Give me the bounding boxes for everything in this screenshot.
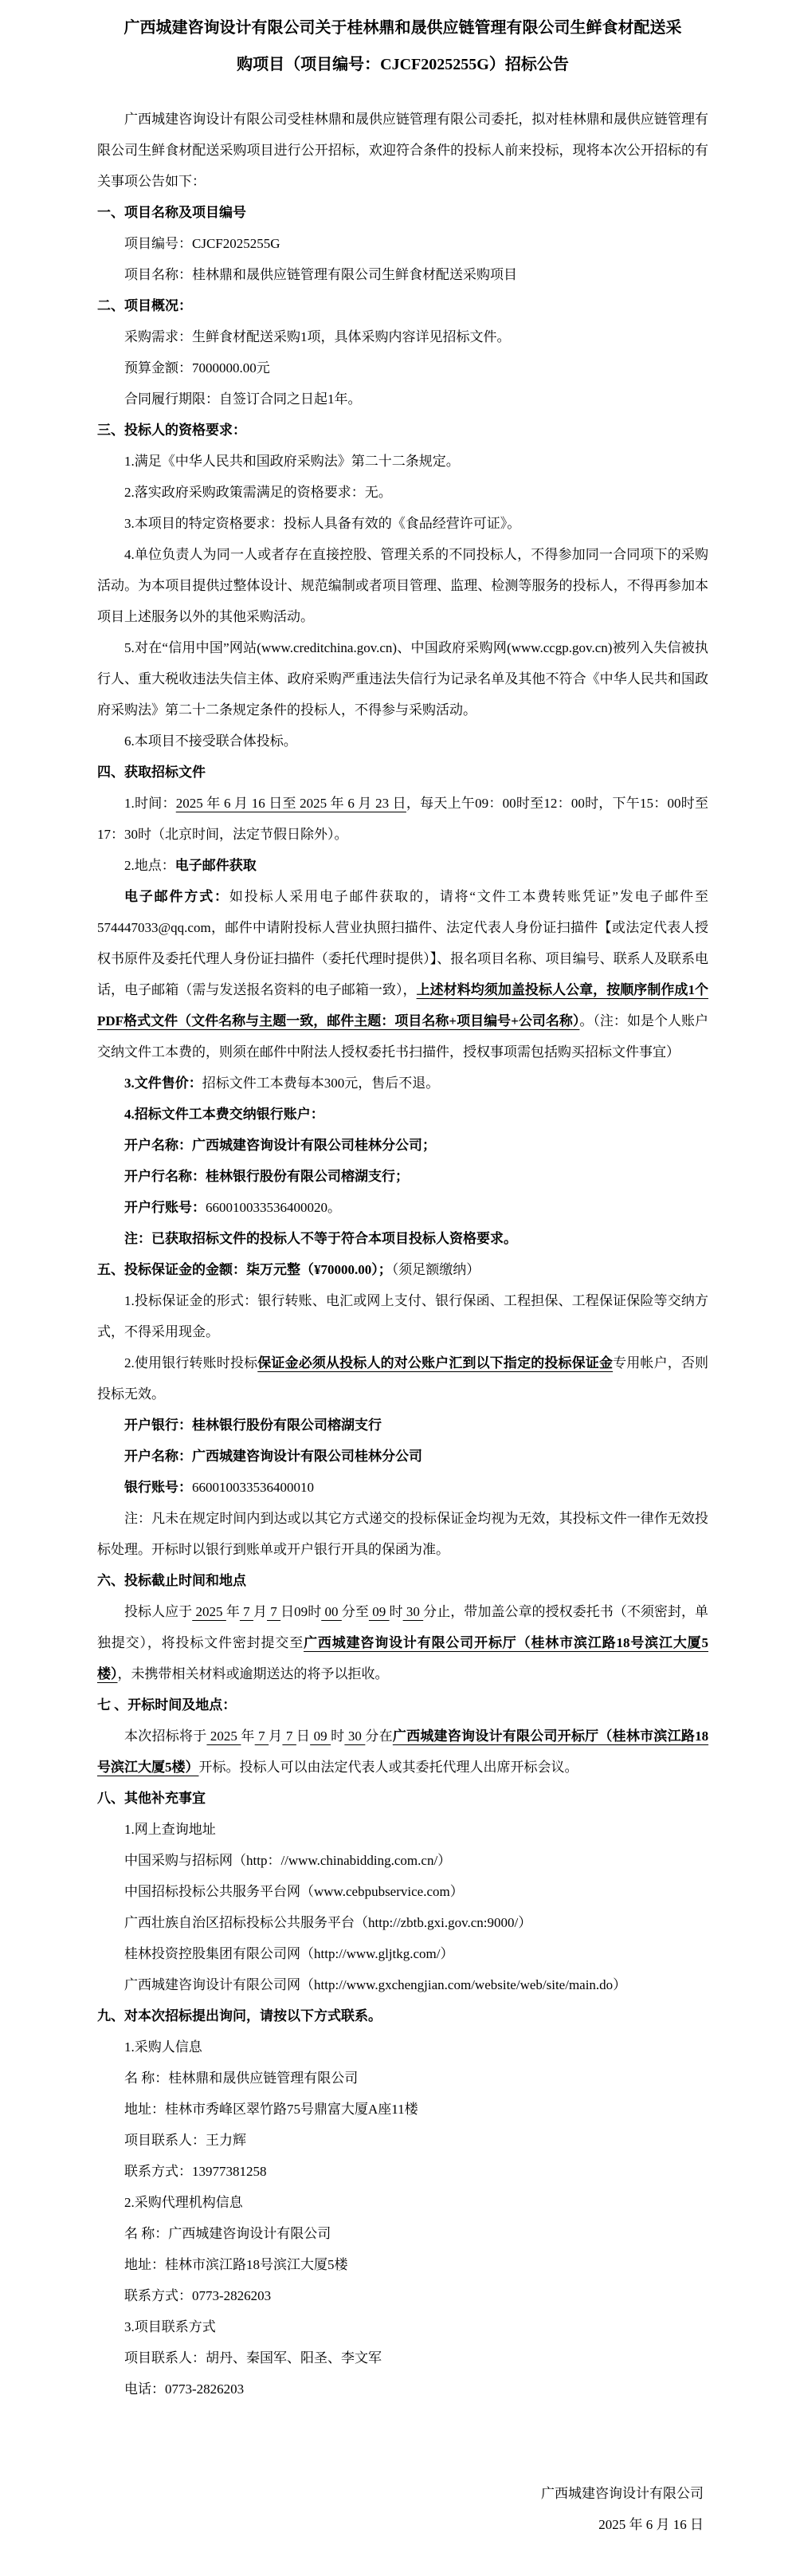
paragraph (97, 1969, 708, 2000)
text-run: 6.本项目不接受联合体投标。 (124, 733, 297, 749)
paragraph (97, 788, 708, 850)
text-run: 名 称：广西城建咨询设计有限公司 (124, 2226, 331, 2241)
text-run: 本次招标将于 (124, 1728, 207, 1744)
paragraph (97, 104, 708, 197)
text-run: 如投标人采用电子邮件获取的，请将“文件工本费转账凭证”发电子邮件至574447033@qq.com，邮件中请附投标人营业执照扫描件、法定代表人身份证扫描件【或法定代表人授权书原件及委托代理人身份证扫描件（委托代理时提供）】、报名项目名称、项目编号、联系人及联系电话，电子邮箱（需与发送报名资料的电子邮箱一致）， (97, 889, 708, 997)
text-run: 开户行账号： (124, 1200, 206, 1215)
text-run: 00 (321, 1604, 342, 1619)
text-run: 二、项目概况： (97, 298, 192, 313)
paragraph (97, 850, 708, 881)
text-run: 保证金必须从投标人的对公账户汇到以下指定的投标保证金 (257, 1355, 614, 1371)
text-run: 日 (296, 1728, 311, 1744)
text-run: 注：已获取招标文件的投标人不等于符合本项目投标人资格要求。 (124, 1231, 517, 1246)
paragraph (97, 228, 708, 259)
paragraph (97, 1876, 708, 1907)
text-run: 2025 (206, 1728, 241, 1744)
text-run: 电话：0773-2826203 (124, 2381, 245, 2397)
text-run: 开户行名称：桂林银行股份有限公司榕湖支行； (124, 1169, 409, 1184)
text-run: 项目联系人：王力辉 (124, 2133, 246, 2148)
text-run: 项目编号：CJCF2025255G (124, 236, 280, 251)
text-run: 开标。投标人可以由法定代表人或其委托代理人出席开标会议。 (198, 1760, 578, 1775)
text-run: 购项目（项目编号：CJCF2025255G）招标公告 (237, 56, 569, 73)
text-run: 名 称：桂林鼎和晟供应链管理有限公司 (124, 2071, 359, 2086)
text-run: 开户银行：桂林银行股份有限公司榕湖支行 (124, 1418, 382, 1433)
text-run: 2.采购代理机构信息 (124, 2195, 243, 2210)
paragraph (97, 2373, 708, 2405)
text-run: 30 (402, 1604, 424, 1619)
paragraph (97, 259, 708, 290)
text-run: 六、投标截止时间和地点 (97, 1573, 246, 1588)
paragraph (97, 2218, 708, 2249)
section-heading (97, 415, 708, 446)
text-run: 分在 (365, 1728, 393, 1744)
paragraph (97, 2187, 708, 2218)
section-heading (97, 2000, 708, 2031)
text-run: ，每天上午09：00时至12：00时，下午15：00时至17：30时（北京时间，法定节假日除外）。 (97, 796, 709, 842)
paragraph (97, 1441, 708, 1472)
text-run: 合同履行期限：自签订合同之日起1年。 (124, 391, 362, 407)
text-run: 660010033536400010 (192, 1480, 314, 1495)
text-run: 09 (368, 1604, 390, 1619)
text-run: 660010033536400020。 (206, 1200, 341, 1215)
text-run: 桂林投资控股集团有限公司网（http://www.gljtkg.com/） (124, 1946, 454, 1961)
text-run: 4.招标文件工本费交纳银行账户： (124, 1107, 324, 1122)
text-run: 联系方式：13977381258 (124, 2164, 267, 2179)
paragraph (97, 1596, 708, 1689)
text-run: 开户名称：广西城建咨询设计有限公司桂林分公司 (124, 1449, 422, 1464)
paragraph (97, 1347, 708, 1410)
paragraph (97, 383, 708, 415)
text-run: 7 (254, 1728, 269, 1744)
text-run: 2025 年 6 月 16 日至 2025 年 6 月 23 日 (175, 796, 406, 811)
text-run: 时 (331, 1728, 345, 1744)
section-heading (97, 197, 708, 228)
paragraph (97, 1907, 708, 1938)
text-run: 广西城建咨询设计有限公司受桂林鼎和晟供应链管理有限公司委托，拟对桂林鼎和晟供应链管理有限公司生鲜食材配送采购项目进行公开招标，欢迎符合条件的投标人前来投标，现将本次公开招标的有关事项公告如下： (97, 112, 708, 189)
paragraph (97, 2031, 708, 2063)
paragraph (97, 321, 708, 352)
section-heading (97, 757, 708, 788)
text-run: 中国招标投标公共服务平台网（www.cebpubservice.com） (124, 1884, 464, 1899)
text-run: 30 (344, 1728, 366, 1744)
paragraph (97, 508, 708, 539)
paragraph (97, 1410, 708, 1441)
paragraph (97, 726, 708, 757)
text-run: 一、项目名称及项目编号 (97, 205, 246, 220)
text-run: 。（注：如是个人账户交纳文件工本费的，则须在邮件中附法人授权委托书扫描件，授权事项需包括购买招标文件事宜） (97, 1013, 709, 1060)
text-run: 5.对在“信用中国”网站(www.creditchina.gov.cn)、中国政府采购网(www.ccgp.gov.cn)被列入失信被执行人、重大税收违法失信主体、政府采购严重违法失信行为记录名单及其他不符合《中华人民共和国政府采购法》第二十二条规定条件的投标人，不得参与采购活动。 (97, 640, 708, 718)
text-run: 年 (225, 1604, 240, 1619)
text-run: 3.文件售价： (124, 1076, 202, 1091)
paragraph (97, 1192, 708, 1223)
text-run: 项目名称：桂林鼎和晟供应链管理有限公司生鲜食材配送采购项目 (124, 267, 517, 282)
paragraph (97, 1814, 708, 1845)
text-run: 电子邮件获取 (174, 858, 257, 873)
section-heading (97, 290, 708, 321)
paragraph (97, 1130, 708, 1161)
text-run: 三、投标人的资格要求： (97, 423, 246, 438)
text-run: 广西城建咨询设计有限公司开标厅（桂林市滨江路18号滨江大厦5楼） (97, 1635, 709, 1681)
text-run: 银行账号： (124, 1480, 192, 1495)
text-run: （须足额缴纳） (391, 1262, 480, 1277)
text-run: 日09时 (280, 1604, 322, 1619)
document-body (97, 10, 708, 2540)
text-run: 分止，带加盖公章的授权委托书（不须密封，单独提交），将投标文件密封提交至 (97, 1604, 709, 1650)
text-run: 采购需求：生鲜食材配送采购1项，具体采购内容详见招标文件。 (124, 329, 511, 344)
paragraph (97, 1472, 708, 1503)
text-run: 联系方式：0773-2826203 (124, 2288, 272, 2303)
text-run: 2.地点： (124, 858, 175, 873)
text-run: 电子邮件方式： (124, 889, 229, 904)
text-run: 中国采购与招标网（http：//www.chinabidding.com.cn/） (124, 1853, 452, 1868)
text-run: 四、获取招标文件 (97, 765, 206, 780)
text-run: 广西城建咨询设计有限公司网（http://www.gxchengjian.com/website/web/site/main.do） (124, 1977, 627, 1992)
text-run: 3.项目联系方式 (124, 2319, 216, 2334)
paragraph (97, 1285, 708, 1347)
paragraph (97, 2094, 708, 2125)
text-run: 注：凡未在规定时间内到达或以其它方式递交的投标保证金均视为无效，其投标文件一律作无效投标处理。开标时以银行到账单或开户银行开具的保函为准。 (97, 1511, 708, 1557)
paragraph (97, 352, 708, 383)
paragraph (97, 1161, 708, 1192)
text-run: ，未携带相关材料或逾期送达的将予以拒收。 (117, 1666, 389, 1681)
text-run: 2025 年 6 月 16 日 (598, 2517, 704, 2532)
paragraph (97, 2311, 708, 2342)
text-run: 地址：桂林市滨江路18号滨江大厦5楼 (124, 2257, 348, 2272)
document-title-line2 (97, 46, 708, 83)
paragraph (97, 632, 708, 726)
paragraph (97, 881, 708, 1068)
text-run: 4.单位负责人为同一人或者存在直接控股、管理关系的不同投标人，不得参加同一合同项下的采购活动。为本项目提供过整体设计、规范编制或者项目管理、监理、检测等服务的投标人，不得再参加本项目上述服务以外的其他采购活动。 (97, 547, 708, 624)
text-run: 招标文件工本费每本300元，售后不退。 (202, 1076, 440, 1091)
paragraph (97, 2125, 708, 2156)
text-run: 7 (239, 1604, 253, 1619)
text-run: 7 (267, 1604, 281, 1619)
paragraph (97, 2280, 708, 2311)
text-run: 7 (282, 1728, 296, 1744)
text-run: 1.采购人信息 (124, 2039, 202, 2055)
text-run: 广西壮族自治区招标投标公共服务平台（http://zbtb.gxi.gov.cn:9000/） (124, 1915, 532, 1930)
paragraph (97, 2156, 708, 2187)
paragraph (97, 1938, 708, 1969)
text-run: 七 、开标时间及地点： (97, 1697, 237, 1713)
section-heading (97, 1689, 708, 1721)
text-run: 1.投标保证金的形式：银行转账、电汇或网上支付、银行保函、工程担保、工程保证保险等交纳方式，不得采用现金。 (97, 1293, 708, 1339)
paragraph (97, 1099, 708, 1130)
section-heading (97, 1783, 708, 1814)
signature-date (97, 2509, 708, 2540)
text-run: 月 (269, 1728, 283, 1744)
text-run: 1.网上查询地址 (124, 1822, 216, 1837)
text-run: 09 (310, 1728, 331, 1744)
text-run: 广西城建咨询设计有限公司关于桂林鼎和晟供应链管理有限公司生鲜食材配送采 (124, 19, 682, 37)
signature-company (97, 2478, 708, 2509)
text-run: 1.满足《中华人民共和国政府采购法》第二十二条规定。 (124, 454, 460, 469)
paragraph (97, 1223, 708, 1254)
text-run: 上述材料均须加盖投标人公章，按顺序制作成1个PDF格式文件（文件名称与主题一致，邮件主题：项目名称+项目编号+公司名称） (97, 982, 709, 1028)
text-run: 投标人应于 (124, 1604, 193, 1619)
text-run: 五、投标保证金的金额：柒万元整（¥70000.00）； (97, 1262, 392, 1277)
text-run: 时 (389, 1604, 403, 1619)
paragraph (97, 1503, 708, 1565)
section-heading (97, 1254, 708, 1285)
text-run: 九、对本次招标提出询问，请按以下方式联系。 (97, 2008, 382, 2023)
text-run: 专用帐户，否则投标无效。 (97, 1355, 709, 1402)
paragraph (97, 2342, 708, 2373)
text-run: 项目联系人：胡丹、秦国军、阳圣、李文军 (124, 2350, 382, 2366)
document-title-line1 (97, 10, 708, 46)
text-run: 开户名称：广西城建咨询设计有限公司桂林分公司； (124, 1138, 436, 1153)
paragraph (97, 2063, 708, 2094)
text-run: 年 (241, 1728, 255, 1744)
text-run: 广西城建咨询设计有限公司开标厅（桂林市滨江路18号滨江大厦5楼） (97, 1728, 709, 1775)
paragraph (97, 2249, 708, 2280)
paragraph (97, 539, 708, 632)
text-run: 3.本项目的特定资格要求：投标人具备有效的《食品经营许可证》。 (124, 516, 521, 531)
text-run: 地址：桂林市秀峰区翠竹路75号鼎富大厦A座11楼 (124, 2102, 418, 2117)
text-run: 预算金额：7000000.00元 (124, 360, 270, 376)
paragraph (97, 477, 708, 508)
text-run: 1.时间： (124, 796, 176, 811)
text-run: 分至 (341, 1604, 369, 1619)
paragraph (97, 446, 708, 477)
text-run: 2025 (192, 1604, 226, 1619)
section-heading (97, 1565, 708, 1596)
text-run: 2.落实政府采购政策需满足的资格要求：无。 (124, 485, 392, 500)
paragraph (97, 1845, 708, 1876)
text-run: 广西城建咨询设计有限公司 (541, 2486, 704, 2501)
paragraph (97, 1068, 708, 1099)
text-run: 2.使用银行转账时投标 (124, 1355, 258, 1371)
paragraph (97, 1721, 708, 1783)
text-run: 月 (253, 1604, 268, 1619)
text-run: 八、其他补充事宜 (97, 1791, 206, 1806)
